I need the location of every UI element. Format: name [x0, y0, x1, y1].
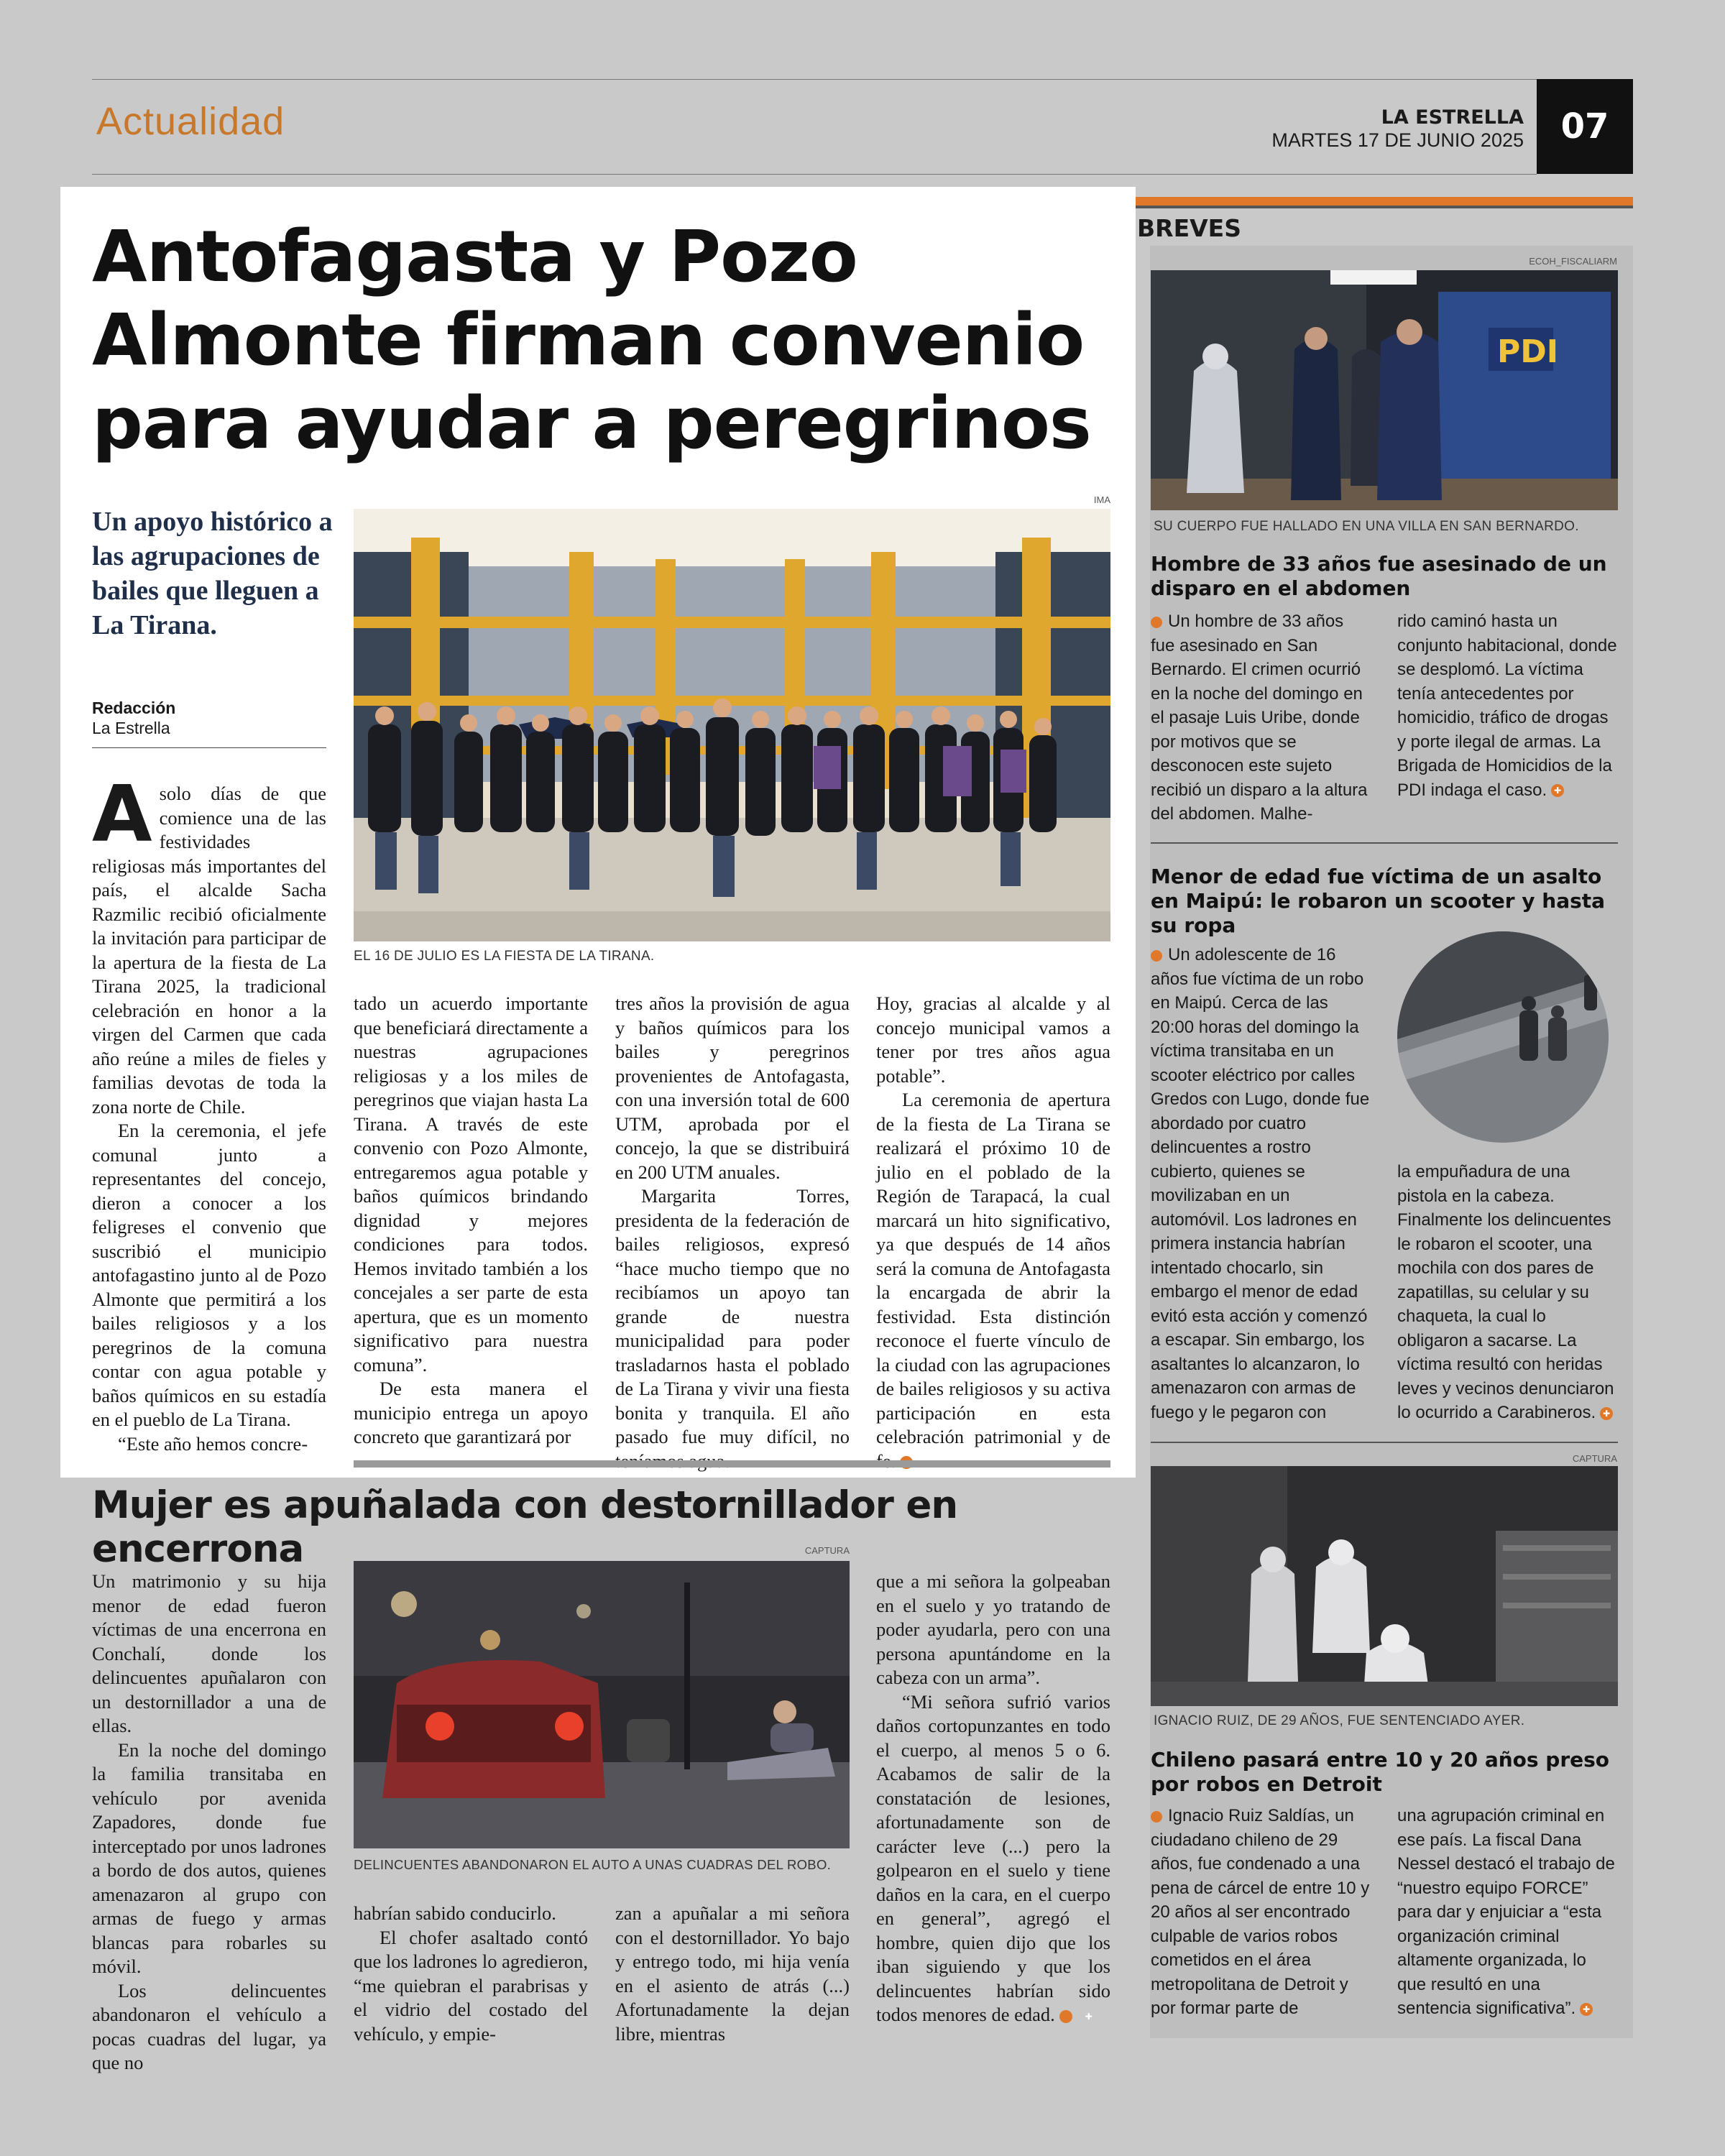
header-bottom-rule	[92, 174, 1537, 175]
main-photo-caption: EL 16 DE JULIO ES LA FIESTA DE LA TIRANA.	[354, 949, 655, 964]
main-col-2-para-2: De esta manera el municipio entrega un apoyo concreto que garantizará por	[354, 1378, 588, 1447]
brief-divider-2	[1151, 1442, 1618, 1443]
second-photo	[354, 1561, 850, 1848]
brief-3-col-1-text: Ignacio Ruiz Saldías, un ciudadano chileno de 29 años, fue condenado a una pena de cárcel de entre 10 y 20 años al ser encontrado culpable de varios robos cometidos en el área metropolitana de Detroit y por formar parte de	[1151, 1806, 1370, 2018]
brief-1-photo	[1151, 270, 1618, 510]
brief-divider-1	[1151, 842, 1618, 844]
second-col-1-para-3: Los delincuentes abandonaron el vehículo a pocas cuadras del lugar, ya que no	[92, 1979, 326, 2073]
brief-3-photo-credit: CAPTURA	[1572, 1453, 1617, 1464]
second-photo-caption: DELINCUENTES ABANDONARON EL AUTO A UNAS CUADRAS DEL ROBO.	[354, 1857, 832, 1872]
brief-2-col-1	[1151, 943, 1371, 1424]
second-col-1	[92, 1570, 326, 2076]
briefs-accent-bar	[1136, 197, 1633, 206]
second-headline: Mujer es apuñalada con destornillador en encerrona	[92, 1483, 958, 1571]
main-col-1	[92, 770, 326, 1456]
brief-3-col-2	[1397, 1804, 1617, 2021]
header-top-rule	[92, 79, 1633, 80]
main-col-4-para-2-text: La ceremonia de apertura de la fiesta de La Tirana se realizará el próximo 10 de julio en el poblado de la Región de Tarapacá, la cual marcará un hito significativo, ya que después de 14 años será la comuna de Antofagasta la encargada de abrir la festividad. Esta distinción reconoce el fuerte vínculo de la ciudad con las agrupaciones de bailes religiosos y su activa participación en esta celebración patrimonial y de	[876, 1089, 1110, 1447]
brief-2-col-2	[1397, 1160, 1617, 1425]
main-deck: Un apoyo histórico a las agrupaciones de bailes que lleguen a La Tirana.	[92, 507, 333, 640]
main-photo	[354, 509, 1110, 941]
main-photo-credit: IMA	[1093, 494, 1110, 505]
briefs-label: BREVES	[1137, 214, 1241, 242]
second-col-3-para-1: zan a apuñalar a mi señora con el destornillador. Yo bajo y entrego todo, mi hija venía en el asiento de atrás (...) Afortunadamente la dejan libre, mientras	[615, 1902, 850, 2045]
brief-2-col-1-text: Un adolescente de 16 años fue víctima de un robo en Maipú. Cerca de las 20:00 horas del domingo la víctima transitaba en un scooter eléctrico por calles Gredos con Lugo, donde fue abordado por cuatro delincuentes a rostro cubierto, quienes se movilizaban en un automóvil. Los ladrones en primera instancia habrían intentado chocarlo, sin embargo el menor de edad evitó esta acción y comenzó a escapar. Sin embargo, los asaltantes lo alcanzaron, lo amenazaron con armas de fuego y le pegaron con	[1151, 945, 1370, 1422]
street-cctv-photo	[1397, 931, 1609, 1143]
end-mark-icon: ✚	[1600, 1407, 1613, 1420]
brief-3-col-1	[1151, 1804, 1371, 2021]
main-headline: Antofagasta y Pozo Almonte firman convenio para ayudar a peregrinos	[92, 216, 1091, 465]
brief-3-col-2-text: una agrupación criminal en ese país. La fiscal Dana Nessel destacó el trabajo de “nuestro equipo FORCE” para dar y enjuiciar a “esta organización criminal altamente organizada, lo que resultó en una sentencia significativa”.	[1397, 1806, 1615, 2018]
byline-source: La Estrella	[92, 719, 170, 737]
end-mark-icon: ✚	[1580, 2003, 1593, 2016]
end-mark-icon: ✚	[1551, 784, 1564, 797]
main-col-2-para-1: tado un acuerdo importante que beneficiará directamente a nuestras agrupaciones religiosas y a los miles de peregrinos que viajan hasta La Tirana. A través de este convenio con Pozo Almonte, entregaremos agua potable y baños químicos brindando dignidad y mejores condiciones para todos. Hemos invitado también a los concejales a ser parte de esta apertura, que es un momento significativo para nuestra comuna”.	[354, 992, 588, 1376]
brief-3-caption: IGNACIO RUIZ, DE 29 AÑOS, FUE SENTENCIADO AYER.	[1154, 1713, 1525, 1728]
brief-1-title: Hombre de 33 años fue asesinado de un disparo en el abdomen	[1151, 552, 1607, 600]
pdi-badge: PDI	[1497, 333, 1559, 370]
section-label: Actualidad	[96, 100, 285, 143]
brief-1-col-1	[1151, 609, 1371, 826]
brief-2-title: Menor de edad fue víctima de un asalto en Maipú: le robaron un scooter y hasta su ropa	[1151, 865, 1606, 937]
second-col-2-para-2: El chofer asaltado contó que los ladrones lo agredieron, “me quiebran el parabrisas y el vidrio del costado del vehículo, y empie-	[354, 1926, 588, 2045]
main-col-2	[354, 992, 588, 1450]
crime-scene-photo	[354, 1561, 850, 1848]
main-col-3	[615, 992, 850, 1473]
bullet-icon	[1151, 617, 1162, 628]
second-col-2-para-1: habrían sabido conducirlo.	[354, 1902, 556, 1924]
second-photo-credit: CAPTURA	[804, 1545, 850, 1556]
pdi-scene-photo	[1151, 270, 1618, 510]
second-col-1-para-2: En la noche del domingo la familia transitaba en vehículo por avenida Zapadores, donde fue interceptado por unos ladrones a bordo de dos autos, quienes amenazaron al grupo con armas de fuego y armas blancas para robarles su móvil.	[92, 1738, 326, 1977]
main-col-4	[876, 992, 1110, 1473]
main-col-3-para-1: tres años la provisión de agua y baños químicos para los bailes y peregrinos provenientes de Antofagasta, con una inversión total de 600 UTM, aprobada por el concejo, la que se distribuirá en 200 UTM anuales.	[615, 992, 850, 1183]
second-col-4-para-1: que a mi señora la golpeaban en el suelo y yo tratando de poder ayudarla, pero con una persona apuntándome en la cabeza con un arma”.	[876, 1570, 1110, 1688]
brief-3-photo	[1151, 1466, 1618, 1706]
page-number: 07	[1537, 79, 1633, 174]
briefs-accent-rule	[1136, 206, 1633, 208]
main-col-4-para-1: Hoy, gracias al alcalde y al concejo municipal vamos a tener por tres años agua potable”.	[876, 992, 1110, 1087]
main-col-3-para-2: Margarita Torres, presidenta de la federación de bailes religiosos, expresó “hace mucho tiempo que no recibíamos un apoyo tan grande de nuestra municipalidad para poder trasladarnos hasta el poblado de La Tirana y vivir una fiesta bonita y tranquila. El año pasado fue muy difícil, no	[615, 1185, 850, 1447]
main-col-4-para-2	[876, 1088, 1110, 1473]
brief-3-title: Chileno pasará entre 10 y 20 años preso por robos en Detroit	[1151, 1748, 1610, 1796]
detroit-cctv-photo	[1151, 1466, 1618, 1706]
brief-1-col-1-text: Un hombre de 33 años fue asesinado en San Bernardo. El crimen ocurrió en la noche del domingo en el pasaje Luis Uribe, donde por motivos que se desconocen este sujeto recibió un disparo a la altura del abdomen. Malhe-	[1151, 612, 1368, 824]
second-col-2	[354, 1902, 588, 2046]
second-col-3	[615, 1902, 850, 2046]
main-col-1-para-2: En la ceremonia, el jefe comunal junto a representantes del concejo, dieron a conocer a los feligreses el convenio que suscribió el municipio antofagastino junto al de Pozo Almonte que permitirá a los bailes religiosos y a los peregrinos de la comuna contar con agua potable y baños químicos en su estadía en el pueblo de La Tirana.	[92, 1120, 326, 1430]
second-col-4-para-2-text: “Mi señora sufrió varios daños cortopunzantes en todo el cuerpo, al menos 5 o 6. Acabamos de salir de la constatación de lesiones, afortunadamente son de carácter leve (...) pero la golpearon en el suelo y tiene daños en la cara, en el cuerpo en general”, agregó el hombre, quien dijo que los iban siguiendo y que los delincuentes habrían sido todos menores de edad.	[876, 1690, 1110, 2025]
bullet-icon	[1151, 1811, 1162, 1823]
drop-cap: A	[92, 770, 152, 860]
main-col-1-para-1: solo días de que comience una de las festividades religiosas más importantes del país, el alcalde Sacha Razmilic recibió oficialmente la invitación para participar de la apertura de la fiesta de La Tirana 2025, la tradicional celebración en honor a la virgen del Carmen que cada año reúne a miles de fieles y familias devotas de toda la zona norte de Chile.	[92, 783, 326, 1118]
brief-1-caption: SU CUERPO FUE HALLADO EN UNA VILLA EN SAN BERNARDO.	[1154, 519, 1579, 534]
ceremony-photo	[354, 509, 1110, 941]
newspaper-name: LA ESTRELLA	[1381, 106, 1524, 129]
bullet-icon	[1151, 950, 1162, 962]
brief-2-col-2-text: la empuñadura de una pistola en la cabeza. Finalmente los delincuentes le robaron el scooter, una mochila con dos pares de zapatillas, su celular y su chaqueta, la cual lo obligaron a sacarse. La víctima resultó con heridas leves y vecinos denunciaron lo ocurrido a Carabineros.	[1397, 1162, 1614, 1422]
brief-1-col-2-text: rido caminó hasta un conjunto habitacional, donde se desplomó. La víctima tenía antecedentes por homicidio, tráfico de drogas y porte ilegal de armas. La Brigada de Homicidios de la PDI indaga el caso.	[1397, 612, 1617, 800]
main-col-1-para-3: “Este año hemos concre-	[118, 1432, 308, 1455]
brief-1-photo-credit: ECOH_FISCALIARM	[1529, 256, 1617, 267]
second-col-1-para-1: Un matrimonio y su hija menor de edad fueron víctimas de una encerrona en Conchalí, donde los delincuentes apuñalaron con un destornillador a una de ellas.	[92, 1570, 326, 1736]
byline-role: Redacción	[92, 699, 176, 717]
brief-2-photo	[1397, 931, 1609, 1143]
second-col-4	[876, 1570, 1110, 2027]
main-story-bottom-bar	[354, 1460, 1110, 1468]
issue-date: MARTES 17 DE JUNIO 2025	[1271, 129, 1524, 151]
brief-1-col-2	[1397, 609, 1617, 802]
byline-rule	[92, 747, 326, 748]
second-col-4-para-2	[876, 1690, 1110, 2027]
end-mark-icon: ✚	[1059, 2010, 1072, 2023]
